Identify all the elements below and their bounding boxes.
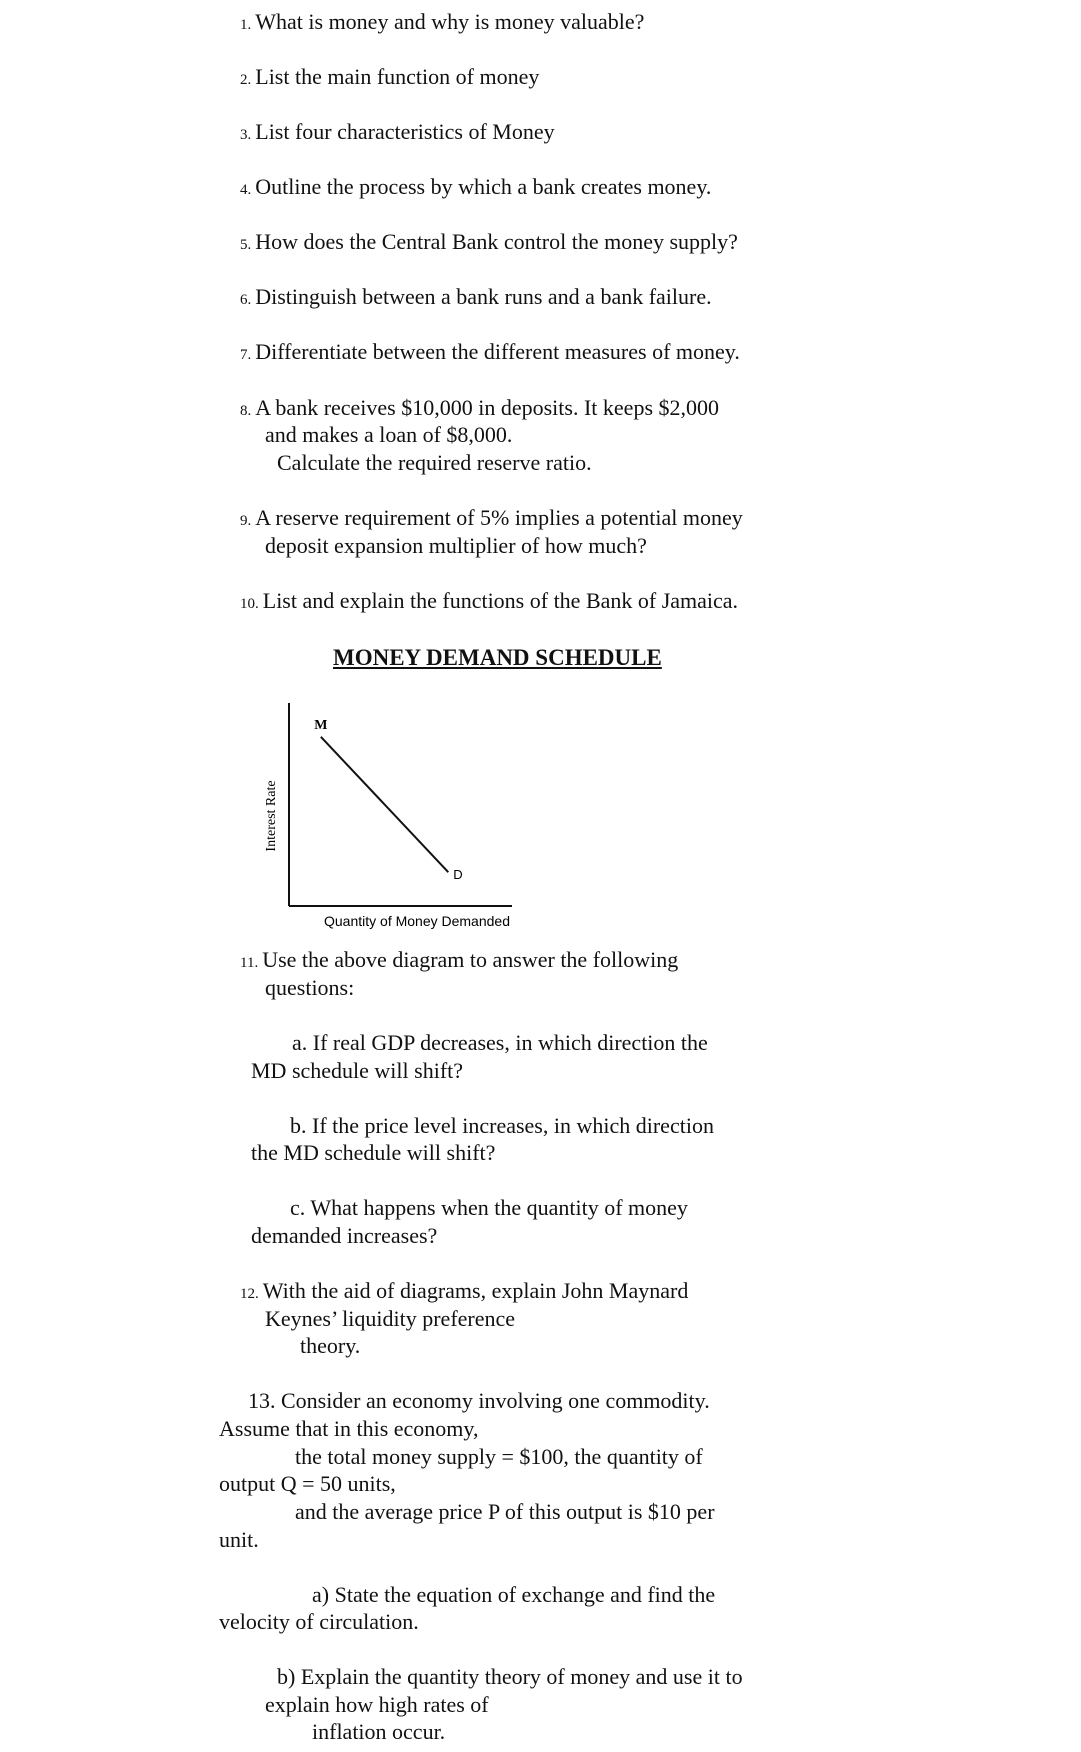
question-text: A reserve requirement of 5% implies a potential money bbox=[255, 505, 743, 530]
question-text: List and explain the functions of the Bank of Jamaica. bbox=[262, 588, 739, 613]
question-number: 5. bbox=[240, 237, 252, 253]
question-text: Use the above diagram to answer the following bbox=[262, 947, 679, 972]
question-12-line-3: theory. bbox=[300, 1333, 361, 1358]
question-11c-line-2: demanded increases? bbox=[251, 1223, 438, 1248]
question-9-line-2: deposit expansion multiplier of how much? bbox=[265, 533, 647, 558]
question-text: List the main function of money bbox=[255, 64, 540, 89]
question-13b-line-2: explain how high rates of bbox=[265, 1692, 489, 1717]
question-12-line-2: Keynes’ liquidity preference bbox=[265, 1306, 516, 1331]
question-13a-line-2: velocity of circulation. bbox=[219, 1609, 419, 1634]
question-number: 12. bbox=[240, 1286, 259, 1302]
question-number: 4. bbox=[240, 182, 252, 198]
question-13-line-3: the total money supply = $100, the quantity of bbox=[295, 1444, 703, 1469]
question-text: Outline the process by which a bank creates money. bbox=[255, 174, 712, 199]
curve-label-d: D bbox=[453, 867, 463, 883]
question-number: 8. bbox=[240, 403, 252, 419]
question-text: A bank receives $10,000 in deposits. It keeps $2,000 bbox=[255, 395, 720, 420]
section-title: MONEY DEMAND SCHEDULE bbox=[333, 645, 662, 670]
question-13-line-4: output Q = 50 units, bbox=[219, 1471, 396, 1496]
question-13-line-2: Assume that in this economy, bbox=[219, 1416, 479, 1441]
question-11b: b. If the price level increases, in which direction bbox=[290, 1113, 714, 1138]
money-demand-curve bbox=[321, 737, 448, 872]
question-12 bbox=[240, 1277, 688, 1308]
question-13a: a) State the equation of exchange and find the bbox=[312, 1582, 716, 1607]
question-13: 13. Consider an economy involving one commodity. bbox=[248, 1388, 710, 1413]
question-text: What is money and why is money valuable? bbox=[255, 9, 645, 34]
question-number: 7. bbox=[240, 347, 252, 363]
question-text: With the aid of diagrams, explain John Maynard bbox=[262, 1278, 689, 1303]
question-11a: a. If real GDP decreases, in which direction the bbox=[292, 1030, 708, 1055]
question-text: Distinguish between a bank runs and a bank failure. bbox=[255, 284, 712, 309]
question-number: 9. bbox=[240, 513, 252, 529]
question-text: List four characteristics of Money bbox=[255, 119, 555, 144]
question-11a-line-2: MD schedule will shift? bbox=[251, 1058, 464, 1083]
question-number: 2. bbox=[240, 72, 252, 88]
question-text: Differentiate between the different measures of money. bbox=[255, 339, 740, 364]
y-axis-label: Interest Rate bbox=[264, 780, 279, 852]
curve-label-m: M bbox=[314, 717, 328, 733]
question-11b-line-2: the MD schedule will shift? bbox=[251, 1140, 496, 1165]
question-8-line-2: and makes a loan of $8,000. bbox=[265, 422, 513, 447]
question-number: 11. bbox=[240, 955, 259, 971]
question-number: 3. bbox=[240, 127, 252, 143]
question-8-line-3: Calculate the required reserve ratio. bbox=[277, 450, 592, 475]
question-number: 10. bbox=[240, 596, 259, 612]
question-13b: b) Explain the quantity theory of money and use it to bbox=[277, 1664, 743, 1689]
question-11-line-2: questions: bbox=[265, 975, 355, 1000]
question-11c: c. What happens when the quantity of money bbox=[290, 1195, 688, 1220]
question-13b-line-3: inflation occur. bbox=[312, 1719, 446, 1744]
question-13-line-5: and the average price P of this output is $10 per bbox=[295, 1499, 715, 1524]
question-number: 6. bbox=[240, 292, 252, 308]
question-number: 1. bbox=[240, 17, 252, 33]
question-13-line-6: unit. bbox=[219, 1527, 259, 1552]
question-11 bbox=[240, 946, 678, 977]
x-axis-label: Quantity of Money Demanded bbox=[324, 913, 510, 929]
question-text: How does the Central Bank control the money supply? bbox=[255, 229, 738, 254]
